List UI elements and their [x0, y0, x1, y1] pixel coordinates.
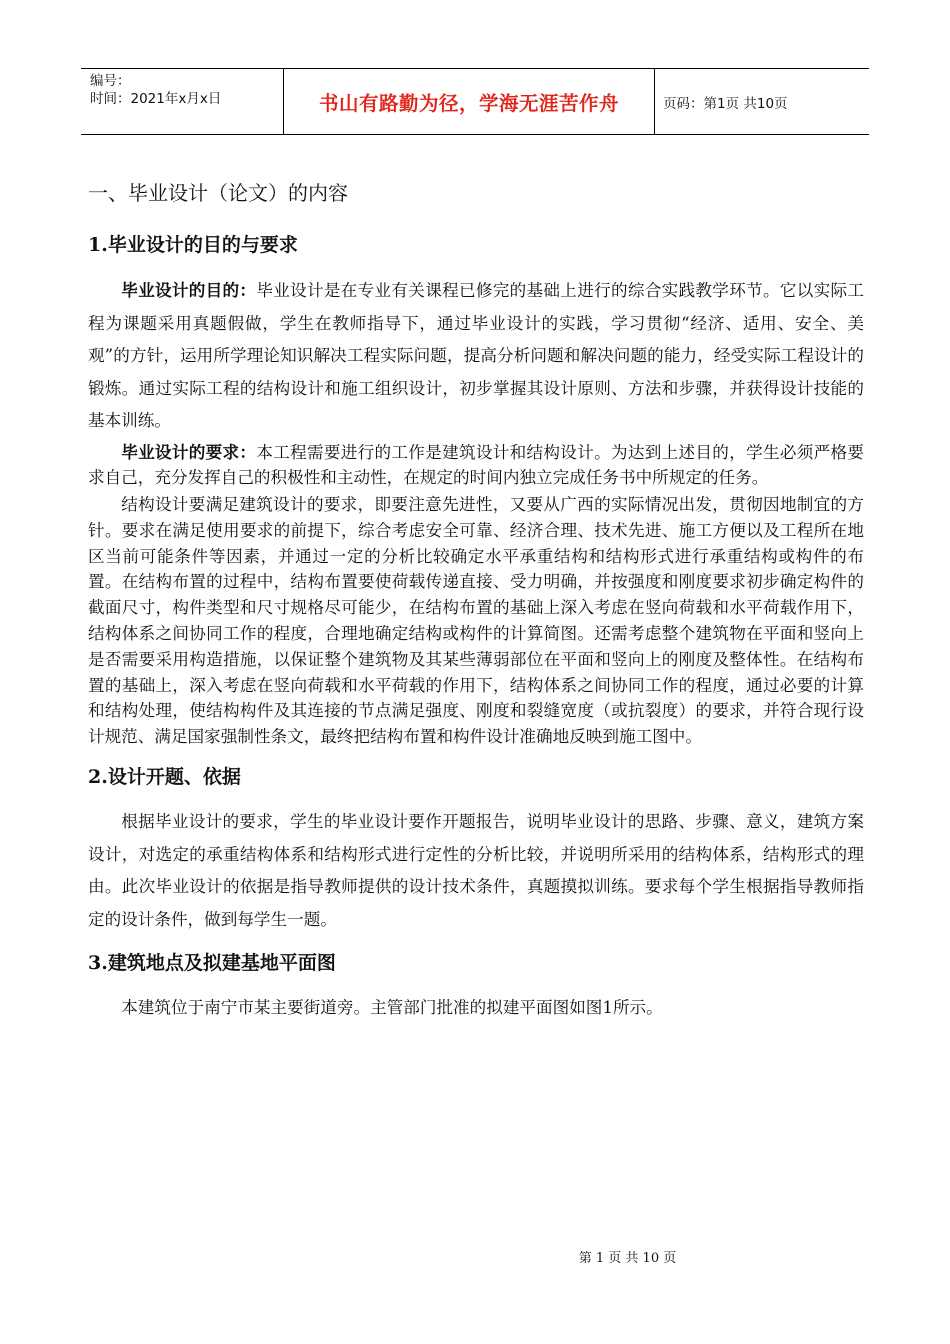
section-title: 一、毕业设计（论文）的内容	[88, 181, 348, 205]
header-page-info: 页码：第1页 共10页	[663, 95, 788, 112]
paragraph-location: 本建筑位于南宁市某主要街道旁。主管部门批准的拟建平面图如图1所示。	[121, 998, 663, 1018]
purpose-text: 毕业设计是在专业有关课程已修完的基础上进行的综合实践教学环节。它以实际工程为课题采用真题假做，学生在教师指导下，通过毕业设计的实践，学习贯彻“经济、适用、安全、美观”的方针，运用所学理论知识解决工程实际问题，提高分析问题和解决问题的能力，经受实际工程设计的锻炼。通过实际工程的结构设计和施工组织设计，初步掌握其设计原则、方法和步骤，并获得设计技能的基本训练。	[88, 281, 865, 430]
page-footer: 第 1 页 共 10 页	[578, 1251, 677, 1266]
paragraph-purpose	[88, 274, 864, 438]
header-meta	[81, 69, 283, 134]
paragraph-requirements	[88, 440, 864, 492]
header-table	[81, 68, 869, 135]
paragraph-structure: 结构设计要满足建筑设计的要求，即要注意先进性，又要从广西的实际情况出发，贯彻因地制宜的方针。要求在满足使用要求的前提下，综合考虑安全可靠、经济合理、技术先进、施工方便以及工程所在地区当前可能条件等因素，并通过一定的分析比较确定水平承重结构和结构形式进行承重结构或构件的布置。在结构布置的过程中，结构布置要使荷载传递直接、受力明确，并按强度和刚度要求初步确定构件的截面尺寸，构件类型和尺寸规格尽可能少，在结构布置的基础上深入考虑在竖向荷载和水平荷载作用下，结构体系之间协同工作的程度，合理地确定结构或构件的计算简图。还需考虑整个建筑物在平面和竖向上是否需要采用构造措施，以保证整个建筑物及其某些薄弱部位在平面和竖向上的刚度及整体性。在结构布置的基础上，深入考虑在竖向荷载和水平荷载的作用下，结构体系之间协同工作的程度，通过必要的计算和结构处理，使结构构件及其连接的节点满足强度、刚度和裂缝宽度（或抗裂度）的要求，并符合现行设计规范、满足国家强制性条文，最终把结构布置和构件设计准确地反映到施工图中。	[88, 495, 864, 747]
heading-3: 3.建筑地点及拟建基地平面图	[88, 952, 336, 975]
purpose-lead: 毕业设计的目的：	[121, 280, 257, 300]
requirements-text: 本工程需要进行的工作是建筑设计和结构设计。为达到上述目的，学生必须严格要求自己，充分发挥自己的积极性和主动性，在规定的时间内独立完成任务书中所规定的任务。	[88, 442, 865, 488]
number-label: 编号：	[90, 73, 131, 89]
document-body	[88, 172, 864, 1025]
requirements-lead: 毕业设计的要求：	[121, 441, 257, 462]
paragraph-proposal: 根据毕业设计的要求，学生的毕业设计要作开题报告，说明毕业设计的思路、步骤、意义，建筑方案设计，对选定的承重结构体系和结构形式进行定性的分析比较，并说明所采用的结构体系，结构形式的理由。此次毕业设计的依据是指导教师提供的设计技术条件，真题摸拟训练。要求每个学生根据指导教师指定的设计条件，做到每学生一题。	[88, 812, 864, 929]
heading-2: 2.设计开题、依据	[88, 766, 241, 789]
header-motto: 书山有路勤为径，学海无涯苦作舟	[283, 69, 655, 134]
date-label: 时间：2021年x月x日	[90, 91, 222, 107]
heading-1: 1.毕业设计的目的与要求	[88, 234, 298, 256]
